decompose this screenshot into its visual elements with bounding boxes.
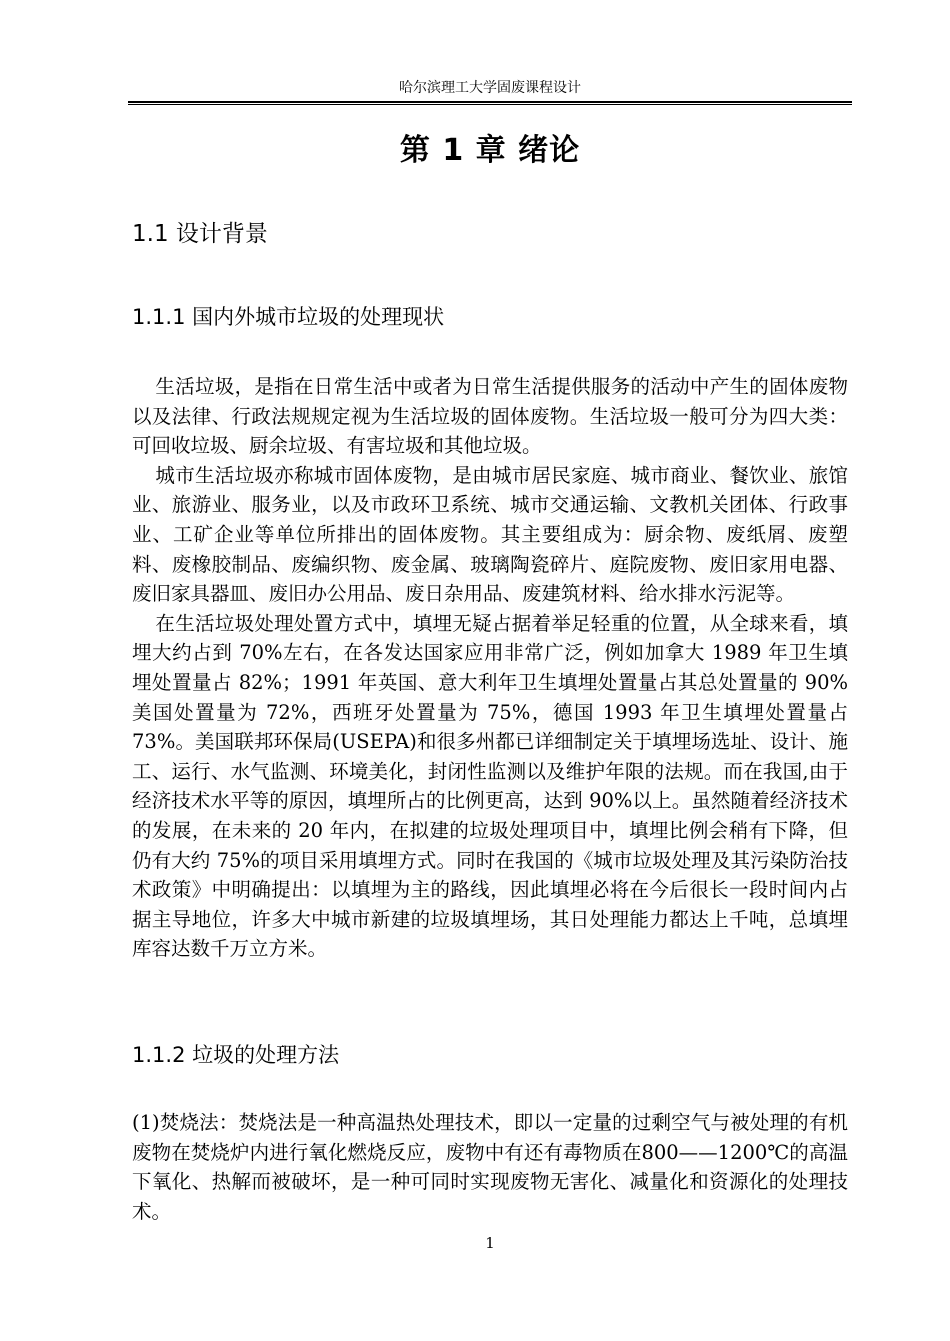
paragraph: (1)焚烧法：焚烧法是一种高温热处理技术，即以一定量的过剩空气与被处理的有机废物在焚烧炉内进行氧化燃烧反应，废物中有还有毒物质在800——1200℃的高温下氧化、热解而被破坏，是一种可同时实现废物无害化、减量化和资源化的处理技术。 xyxy=(132,1111,848,1223)
section-1-1-2-body xyxy=(132,1108,848,1226)
section-1-1-1-body xyxy=(132,372,848,964)
paragraph: 城市生活垃圾亦称城市固体废物，是由城市居民家庭、城市商业、餐饮业、旅馆业、旅游业、服务业，以及市政环卫系统、城市交通运输、文教机关团体、行政事业、工矿企业等单位所排出的固体废物。其主要组成为：厨余物、废纸屑、废塑料、废橡胶制品、废编织物、废金属、玻璃陶瓷碎片、庭院废物、废旧家用电器、废旧家具器皿、废旧办公用品、废日杂用品、废建筑材料、给水排水污泥等。 xyxy=(132,463,848,606)
running-header: 哈尔滨理工大学固废课程设计 xyxy=(399,80,581,96)
section-heading-1-1: 1.1 设计背景 xyxy=(132,221,268,247)
header-rule xyxy=(128,101,852,103)
chapter-title: 第 1 章 绪论 xyxy=(399,133,581,168)
header-rule-thin xyxy=(128,104,852,105)
section-heading-1-1-2: 1.1.2 垃圾的处理方法 xyxy=(132,1043,340,1067)
section-heading-1-1-1: 1.1.1 国内外城市垃圾的处理现状 xyxy=(132,305,445,329)
page-number: 1 xyxy=(485,1234,495,1252)
paragraph: 在生活垃圾处理处置方式中，填埋无疑占据着举足轻重的位置，从全球来看，填埋大约占到 70%左右，在各发达国家应用非常广泛，例如加拿大 1989 年卫生填埋处置量占 82%；1991 年英国、意大利年卫生填埋处置量占其总处置量的 90%美国处置量为 72%，西班牙处置量为 75%，德国 1993 年卫生填埋处置量占 73%。美国联邦环保局(USEPA)和很多州都已详细制定关于填埋场选址、设计、施工、运行、水气监测、环境美化，封闭性监测以及维护年限的法规。而在我国,由于经济技术水平等的原因，填埋所占的比例更高，达到 90%以上。虽然随着经济技术的发展，在未来的 20 年内，在拟建的垃圾处理项目中，填埋比例会稍有下降，但仍有大约 75%的项目采用填埋方式。同时在我国的《城市垃圾处理及其污染防治技术政策》中明确提出：以填埋为主的路线，因此填埋必将在今后很长一段时间内占据主导地位，许多大中城市新建的垃圾填埋场，其日处理能力都达上千吨，总填埋库容达数千万立方米。 xyxy=(132,611,848,961)
paragraph: 生活垃圾，是指在日常生活中或者为日常生活提供服务的活动中产生的固体废物以及法律、行政法规规定视为生活垃圾的固体废物。生活垃圾一般可分为四大类：可回收垃圾、厨余垃圾、有害垃圾和其他垃圾。 xyxy=(132,375,848,458)
